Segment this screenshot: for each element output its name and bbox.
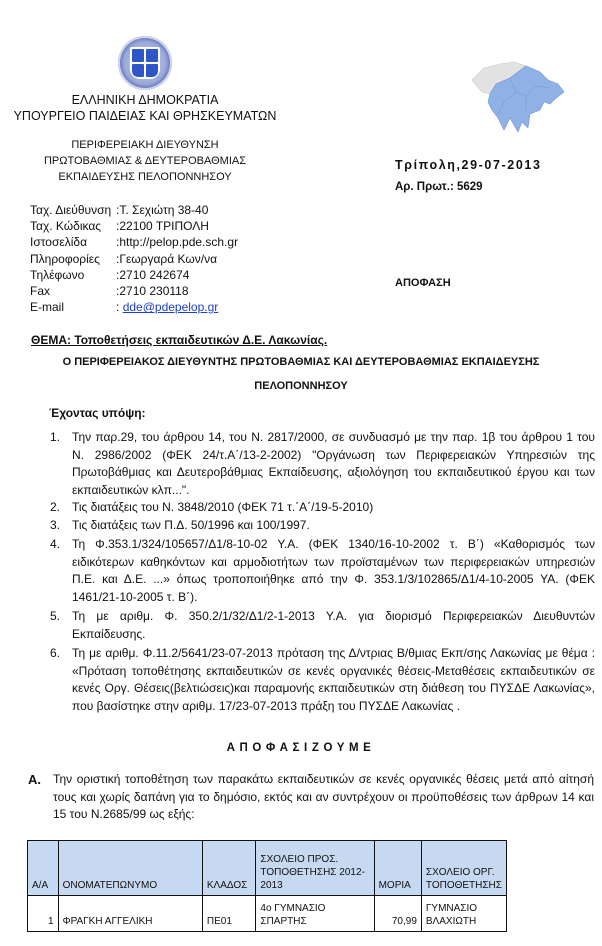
contact-label: Τηλέφωνο: [30, 267, 85, 282]
contact-label: Fax: [30, 284, 51, 299]
column-header: ΜΟΡΙΑ: [374, 841, 421, 896]
contact-row: [30, 267, 238, 283]
contact-label: Πληροφορίες: [30, 251, 100, 266]
item-text: Τη με αριθμ. Φ.11.2/5641/23-07-2013 πρόταση της Δ/ντριας Β/θμιας Εκπ/σης Λακωνίας με θέμα : «Πρόταση τοποθέτησης εκπαιδευτικών σε κενές οργανικές θέσεις-Μεταθέσεις εκπαιδευτικών σε κενές Οργ. Θέσεις(βελτιώσεις)και παραμονής εκπαιδευτικών στη διάθεση του ΠΥΣΔΕ Λακωνίας», που βασίστηκε στην αριθμ. 17/23-07-2013 πράξη του ΠΥΣΔΕ Λακωνίας .: [72, 646, 595, 713]
part-letter: Α.: [28, 772, 41, 787]
contact-value: Τ. Σεχιώτη 38-40: [119, 203, 209, 217]
header-directorate-line: ΕΚΠΑΙΔΕΥΣΗΣ ΠΕΛΟΠΟΝΝΗΣΟΥ: [58, 171, 232, 183]
contact-sep: :: [116, 267, 120, 282]
director-title-line: ΠΕΛΟΠΟΝΝΗΣΟΥ: [254, 380, 348, 392]
item-number: 6.: [50, 646, 61, 660]
contact-block: [30, 202, 238, 315]
contact-label: Ταχ. Διεύθυνση: [30, 203, 112, 217]
table-cell: 1: [28, 896, 59, 932]
placements-table: [27, 840, 507, 932]
item-number: 5.: [50, 609, 61, 623]
consideration-item: [50, 536, 595, 606]
consideration-item: [50, 429, 595, 499]
header-directorate-line: ΠΕΡΙΦΕΡΕΙΑΚΗ ΔΙΕΥΘΥΝΣΗ: [71, 139, 219, 151]
contact-sep: :: [116, 300, 120, 315]
consideration-item: [50, 499, 595, 517]
contact-value: http://pelop.pde.sch.gr: [119, 235, 239, 250]
contact-row: [30, 218, 238, 234]
contact-row: [30, 202, 238, 218]
subject-line: ΘΕΜΑ: Τοποθετήσεις εκπαιδευτικών Δ.Ε. Λακωνίας.: [31, 333, 328, 347]
director-title-line: Ο ΠΕΡΙΦΕΡΕΙΑΚΟΣ ΔΙΕΥΘΥΝΤΗΣ ΠΡΩΤΟΒΑΘΜΙΑΣ ΚΑΙ ΔΕΥΤΕΡΟΒΑΘΜΙΑΣ ΕΚΠΑΙΔΕΥΣΗΣ: [62, 356, 540, 368]
contact-sep: :: [116, 203, 120, 217]
protocol-number: Αρ. Πρωτ.: 5629: [395, 181, 483, 193]
emblem-quarter: [146, 49, 158, 62]
contact-label: E-mail: [30, 300, 65, 315]
decision-heading: ΑΠΟΦΑΣΙΖΟΥΜΕ: [226, 742, 376, 754]
table-cell: ΦΡΑΓΚΗ ΑΓΓΕΛΙΚΗ: [58, 896, 202, 932]
column-header: ΣΧΟΛΕΙΟ ΟΡΓ. ΤΟΠΟΘΕΤΗΣΗΣ: [421, 841, 506, 896]
table-header-row: [28, 841, 507, 896]
contact-value: 22100 ΤΡΙΠΟΛΗ: [119, 219, 209, 234]
emblem-shield: [130, 47, 160, 79]
column-header: ΟΝΟΜΑΤΕΠΩΝΥΜΟ: [58, 841, 202, 896]
part-text: Την οριστική τοποθέτηση των παρακάτω εκπαιδευτικών σε κενές οργανικές θέσεις μετά από αίτησή τους και χωρίς δαπάνη για το δημόσιο, εκτός και αν συντρέχουν οι προϋποθέσεις των άρθρων 14 και 15 του Ν.2685/99 ως εξής:: [53, 772, 594, 822]
item-text: Τις διατάξεις των Π.Δ. 50/1996 και 100/1997.: [72, 518, 310, 532]
contact-value: 2710 230118: [119, 284, 189, 299]
contact-sep: :: [116, 219, 120, 234]
document-type: ΑΠΟΦΑΣΗ: [395, 277, 451, 289]
header-country: ΕΛΛΗΝΙΚΗ ΔΗΜΟΚΡΑΤΙΑ: [71, 93, 219, 107]
greek-state-emblem-icon: [118, 36, 172, 90]
peloponnese-map-icon: [470, 58, 580, 138]
table-cell: 4ο ΓΥΜΝΑΣΙΟ ΣΠΑΡΤΗΣ: [256, 896, 374, 932]
table-cell: ΓΥΜΝΑΣΙΟ ΒΛΑΧΙΩΤΗ: [421, 896, 506, 932]
item-number: 1.: [50, 430, 61, 444]
contact-row: [30, 283, 238, 299]
contact-sep: :: [116, 235, 120, 250]
item-text: Την παρ.29, του άρθρου 14, του Ν. 2817/2000, σε συνδυασμό με την παρ. 1β του άρθρου 1 του Ν. 2986/2002 (ΦΕΚ 24/τ.Α΄/13-2-2002) "Οργάνωση των Περιφερειακών Υπηρεσιών της Πρωτοβάθμιας και Δευτεροβάθμιας Εκπαίδευσης, αξιολόγηση του εκπαιδευτικού έργου και των εκπαιδευτικών κλπ...".: [72, 430, 595, 497]
contact-sep: :: [116, 251, 120, 266]
contact-row: [30, 234, 238, 250]
contact-label: Ταχ. Κώδικας: [30, 219, 102, 234]
email-link[interactable]: dde@pdepelop.gr: [122, 300, 219, 315]
header-ministry: ΥΠΟΥΡΓΕΙΟ ΠΑΙΔΕΙΑΣ ΚΑΙ ΘΡΗΣΚΕΥΜΑΤΩΝ: [13, 109, 277, 123]
contact-value: 2710 242674: [119, 267, 190, 282]
consideration-item: [50, 517, 595, 535]
place-date: Τρίπολη,29-07-2013: [395, 158, 542, 172]
emblem-quarter: [132, 64, 144, 77]
contact-row: [30, 299, 238, 315]
emblem-quarter: [146, 64, 158, 77]
consideration-item: [50, 645, 595, 715]
table-cell: ΠΕ01: [202, 896, 256, 932]
emblem-quarter: [132, 49, 144, 62]
contact-sep: :: [116, 284, 120, 299]
item-text: Τις διατάξεις του Ν. 3848/2010 (ΦΕΚ 71 τ.΄Α΄/19-5-2010): [72, 500, 374, 514]
contact-label: Ιστοσελίδα: [30, 235, 88, 250]
column-header: Α/Α: [28, 841, 59, 896]
item-number: 3.: [50, 518, 61, 532]
contact-value: Γεωργαρά Κων/να: [119, 251, 218, 266]
column-header: ΣΧΟΛΕΙΟ ΠΡΟΣ. ΤΟΠΟΘΕΤΗΣΗΣ 2012-2013: [256, 841, 374, 896]
header-directorate-line: ΠΡΩΤΟΒΑΘΜΙΑΣ & ΔΕΥΤΕΡΟΒΑΘΜΙΑΣ: [43, 155, 247, 167]
item-text: Τη Φ.353.1/324/105657/Δ1/8-10-02 Υ.Α. (ΦΕΚ 1340/16-10-2002 τ. Β΄) «Καθορισμός των ειδικότερων καθηκόντων και αρμοδιοτήτων των προϊσταμένων των περιφερειακών υπηρεσιών Π.Ε. και Δ.Ε. ...» όπως τροποποιήθηκε από την Φ. 353.1/3/102865/Δ1/4-10-2005 ΥΑ. (ΦΕΚ 1461/21-10-2005 τ. Β΄).: [72, 537, 595, 604]
column-header: ΚΛΑΔΟΣ: [202, 841, 256, 896]
item-number: 2.: [50, 500, 61, 514]
table-cell: 70,99: [374, 896, 421, 932]
considering-label: Έχοντας υπόψη:: [49, 406, 146, 420]
item-number: 4.: [50, 537, 61, 551]
decision-part-a: [28, 771, 594, 824]
contact-row: [30, 251, 238, 267]
table-row: [28, 896, 507, 932]
item-text: Τη με αριθμ. Φ. 350.2/1/32/Δ1/2-1-2013 Υ.Α. για διορισμό Περιφερειακών Διευθυντών Εκπαίδευσης.: [72, 609, 595, 641]
consideration-item: [50, 608, 595, 643]
